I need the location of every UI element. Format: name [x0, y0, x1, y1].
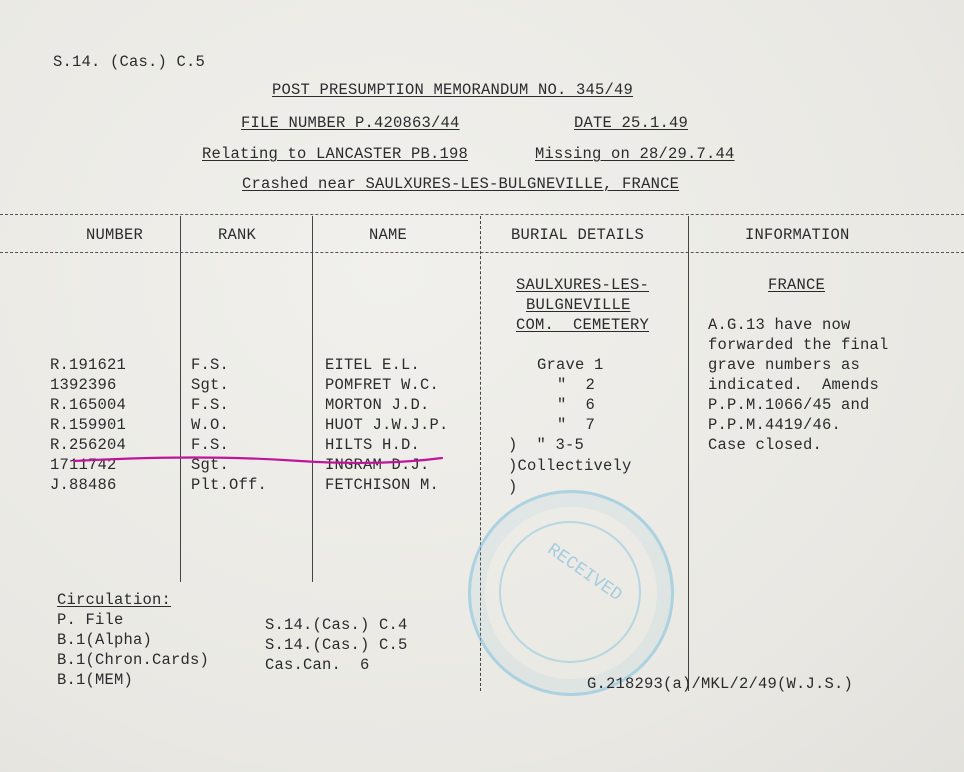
table-cell-burial: ) " 3-5 — [508, 436, 585, 454]
received-stamp — [468, 490, 674, 696]
table-cell-number: R.165004 — [50, 396, 127, 414]
table-cell-burial: Grave 1 — [537, 356, 604, 374]
info-line: P.P.M.1066/45 and — [708, 396, 870, 414]
table-cell-number: 1392396 — [50, 376, 117, 394]
table-cell-name: HUOT J.W.J.P. — [325, 416, 449, 434]
table-cell-name: INGRAM D.J. — [325, 456, 430, 474]
circulation-item: S.14.(Cas.) C.5 — [265, 636, 408, 654]
table-cell-number: R.256204 — [50, 436, 127, 454]
table-cell-burial: " 2 — [557, 376, 596, 394]
table-cell-name: FETCHISON M. — [325, 476, 440, 494]
table-cell-rank: F.S. — [191, 436, 230, 454]
document-ref: S.14. (Cas.) C.5 — [53, 53, 206, 71]
stamp-text: RECEIVED — [543, 540, 626, 606]
table-cell-rank: Sgt. — [191, 376, 230, 394]
info-line: Case closed. — [708, 436, 823, 454]
footer-reference: G.218293(a)/MKL/2/49(W.J.S.) — [587, 675, 854, 693]
table-cell-burial: )Collectively — [508, 457, 632, 475]
circulation-item: S.14.(Cas.) C.4 — [265, 616, 408, 634]
table-cell-rank: Sgt. — [191, 456, 230, 474]
circulation-item: B.1(MEM) — [57, 671, 134, 689]
table-cell-burial: " 7 — [557, 416, 596, 434]
missing-on: Missing on 28/29.7.44 — [535, 145, 735, 163]
header-information: INFORMATION — [745, 226, 850, 244]
table-cell-rank: W.O. — [191, 416, 230, 434]
relating-to: Relating to LANCASTER PB.198 — [202, 145, 469, 163]
header-rank: RANK — [218, 226, 257, 244]
circulation-left — [57, 610, 209, 690]
table-cell-rank: Plt.Off. — [191, 476, 268, 494]
table-cell-name: MORTON J.D. — [325, 396, 430, 414]
info-country: FRANCE — [768, 276, 826, 294]
memo-title: POST PRESUMPTION MEMORANDUM NO. 345/49 — [272, 81, 634, 99]
table-cell-rank: F.S. — [191, 396, 230, 414]
info-line: indicated. Amends — [708, 376, 880, 394]
table-cell-number: R.159901 — [50, 416, 127, 434]
table-cell-rank: F.S. — [191, 356, 230, 374]
table-cell-burial: ) — [508, 478, 518, 496]
memo-date: DATE 25.1.49 — [574, 114, 689, 132]
cemetery-line: BULGNEVILLE — [526, 296, 631, 314]
table-cell-name: HILTS H.D. — [325, 436, 421, 454]
file-number: FILE NUMBER P.420863/44 — [241, 114, 460, 132]
table-cell-number: R.191621 — [50, 356, 127, 374]
info-line: grave numbers as — [708, 356, 861, 374]
circulation-item: P. File — [57, 611, 124, 629]
table-cell-number: 1711742 — [50, 456, 117, 474]
header-number: NUMBER — [86, 226, 144, 244]
table-cell-name: EITEL E.L. — [325, 356, 421, 374]
header-burial-details: BURIAL DETAILS — [511, 226, 645, 244]
info-line: A.G.13 have now — [708, 316, 851, 334]
circulation-right — [265, 615, 408, 675]
circulation-item: B.1(Alpha) — [57, 631, 153, 649]
table-cell-burial: " 6 — [557, 396, 596, 414]
crash-location: Crashed near SAULXURES-LES-BULGNEVILLE, FRANCE — [242, 175, 680, 193]
cemetery-line: COM. CEMETERY — [516, 316, 650, 334]
info-line: P.P.M.4419/46. — [708, 416, 842, 434]
circulation-item: B.1(Chron.Cards) — [57, 651, 210, 669]
info-line: forwarded the final — [708, 336, 889, 354]
table-cell-name: POMFRET W.C. — [325, 376, 440, 394]
table-cell-number: J.88486 — [50, 476, 117, 494]
header-name: NAME — [369, 226, 408, 244]
cemetery-line: SAULXURES-LES- — [516, 276, 650, 294]
circulation-item: Cas.Can. 6 — [265, 656, 370, 674]
circulation-title: Circulation: — [57, 591, 172, 609]
